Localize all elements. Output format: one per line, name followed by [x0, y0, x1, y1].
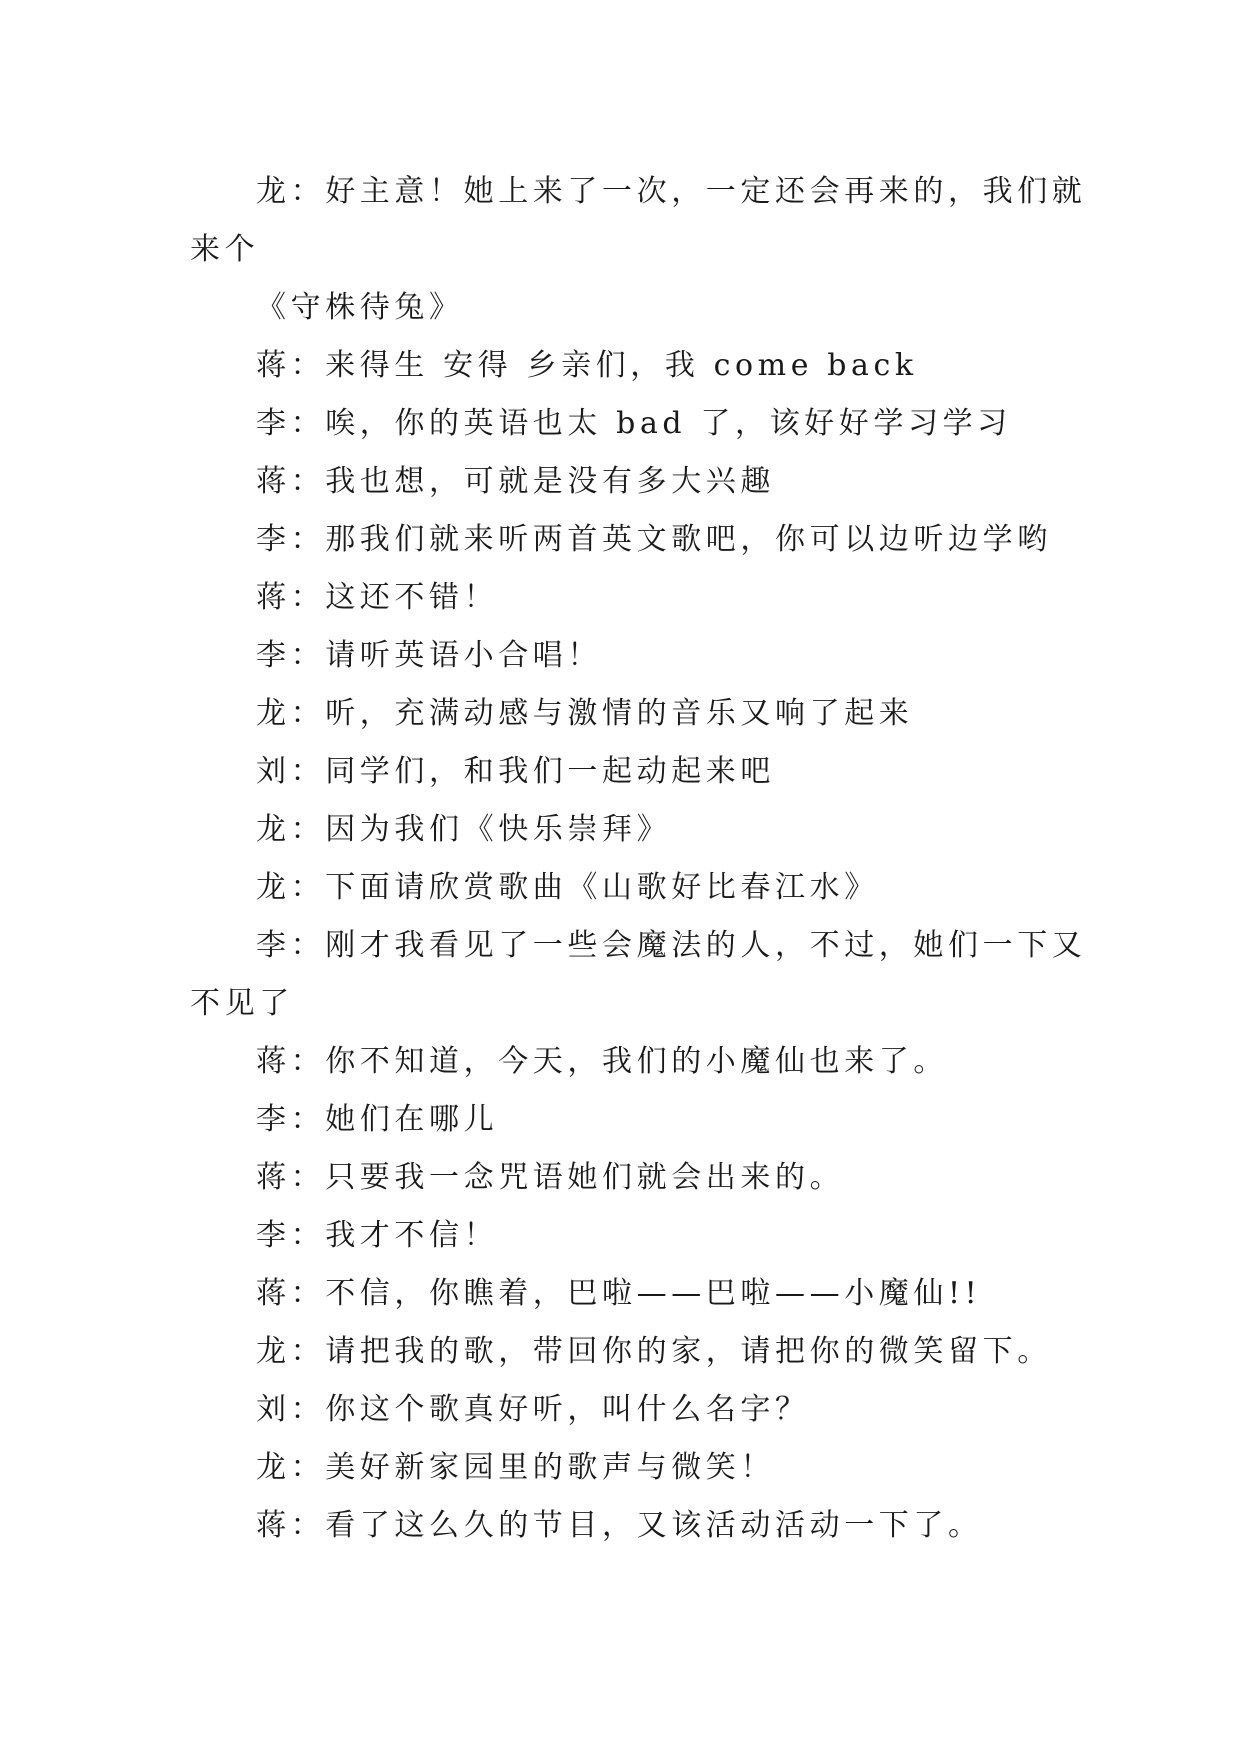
dialogue-line: 李：她们在哪儿: [256, 1102, 499, 1137]
dialogue-line: 蒋：不信，你瞧着，巴啦——巴啦——小魔仙!!: [256, 1276, 982, 1311]
dialogue-line: 刘：同学们，和我们一起动起来吧: [256, 754, 775, 789]
dialogue-line: 龙：听，充满动感与激情的音乐又响了起来: [256, 696, 914, 731]
dialogue-line: 李：我才不信！: [256, 1218, 499, 1253]
dialogue-line: 刘：你这个歌真好听，叫什么名字？: [256, 1392, 810, 1427]
document-page: [190, 163, 1087, 1555]
dialogue-line-continuation: 来个: [190, 232, 260, 267]
dialogue-line: 龙：因为我们《快乐崇拜》: [256, 812, 672, 847]
dialogue-line: 蒋：你不知道，今天，我们的小魔仙也来了。: [256, 1044, 948, 1079]
skit-title-line: 《守株待兔》: [256, 290, 464, 325]
dialogue-line: 蒋：我也想，可就是没有多大兴趣: [256, 464, 775, 499]
dialogue-line: 李：请听英语小合唱！: [256, 638, 602, 673]
dialogue-line: 蒋：来得生 安得 乡亲们，我 come back: [256, 348, 918, 383]
dialogue-line: 蒋：只要我一念咒语她们就会出来的。: [256, 1160, 845, 1195]
dialogue-line: 蒋：看了这么久的节目，又该活动活动一下了。: [256, 1508, 983, 1543]
dialogue-line: 李：那我们就来听两首英文歌吧，你可以边听边学哟: [256, 522, 1052, 557]
dialogue-line: 龙：好主意！她上来了一次，一定还会再来的，我们就: [256, 174, 1087, 209]
dialogue-line: 龙：下面请欣赏歌曲《山歌好比春江水》: [256, 870, 879, 905]
dialogue-line-continuation: 不见了: [190, 986, 294, 1021]
dialogue-line: 龙：美好新家园里的歌声与微笑！: [256, 1450, 775, 1485]
dialogue-line: 李：唉，你的英语也太 bad 了，该好好学习学习: [256, 406, 1012, 441]
dialogue-line: 龙：请把我的歌，带回你的家，请把你的微笑留下。: [256, 1334, 1052, 1369]
dialogue-line: 李：刚才我看见了一些会魔法的人，不过，她们一下又: [256, 928, 1087, 963]
dialogue-line: 蒋：这还不错！: [256, 580, 499, 615]
